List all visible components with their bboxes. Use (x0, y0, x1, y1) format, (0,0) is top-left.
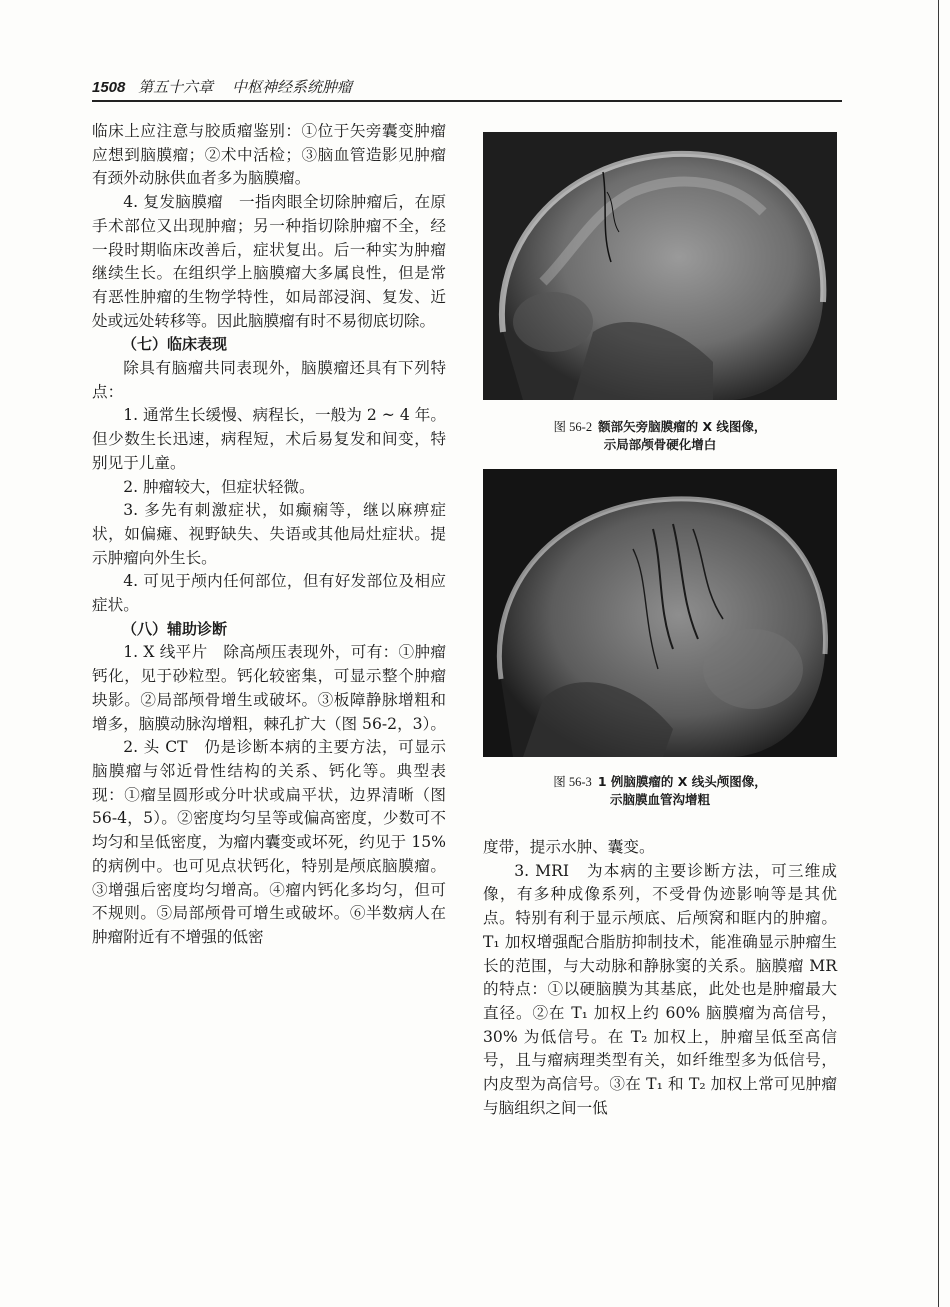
paragraph: 3. 多先有刺激症状，如癫痫等，继以麻痹症状，如偏瘫、视野缺失、失语或其他局灶症状。提示肿瘤向外生长。 (92, 501, 446, 567)
section-heading: （八）辅助诊断 (122, 619, 228, 638)
chapter-number: 第五十六章 (138, 78, 214, 96)
paragraph: 度带，提示水肿、囊变。 (483, 838, 655, 856)
caption-text: 1 例脑膜瘤的 X 线头颅图像， (597, 774, 767, 789)
paragraph: 1. 通常生长缓慢、病程长，一般为 2 ~ 4 年。但少数生长迅速，病程短，术后易复发和间变，特别见于儿童。 (92, 406, 446, 472)
left-column (92, 120, 446, 950)
paragraph: 4. 可见于颅内任何部位，但有好发部位及相应症状。 (92, 572, 446, 615)
section-heading: （七）临床表现 (122, 335, 228, 354)
paragraph: 除具有脑瘤共同表现外，脑膜瘤还具有下列特点： (92, 359, 446, 401)
caption-text: 示局部颅骨硬化增白 (603, 437, 717, 452)
figure-caption (483, 773, 837, 808)
chapter-title: 中枢神经系统肿瘤 (231, 78, 352, 96)
paragraph: 4. 复发脑膜瘤 一指肉眼全切除肿瘤后，在原手术部位又出现肿瘤；另一种指切除肿瘤不全，经一段时期临床改善后，症状复出。后一种实为肿瘤继续生长。在组织学上脑膜瘤大多属良性，但是常有恶性肿瘤的生物学特性，如局部浸润、复发、近处或远处转移等。因此脑膜瘤有时不易彻底切除。 (92, 193, 446, 330)
paragraph: 2. 肿瘤较大，但症状轻微。 (123, 477, 315, 496)
paragraph: 2. 头 CT 仍是诊断本病的主要方法，可显示脑膜瘤与邻近骨性结构的关系、钙化等。典型表现：①瘤呈圆形或分叶状或扁平状，边界清晰（图 56-4，5）。②密度均匀呈等或偏高密度，少数可不均匀和呈低密度，为瘤内囊变或坏死，约见于 15% 的病例中。也可见点状钙化，特别是颅底脑膜瘤。③增强后密度均匀增高。④瘤内钙化多均匀，但可不规则。⑤局部颅骨可增生或破坏。⑥半数病人在肿瘤附近有不增强的低密 (92, 738, 446, 946)
page-edge-line (938, 0, 939, 1307)
figure-caption (483, 418, 837, 453)
figure-id: 图 56-3 (553, 775, 592, 789)
caption-text: 额部矢旁脑膜瘤的 X 线图像， (598, 419, 767, 434)
paragraph: 1. X 线平片 除高颅压表现外，可有：①肿瘤钙化，见于砂粒型。钙化较密集，可显示整个肿瘤块影。②局部颅骨增生或破坏。③板障静脉增粗和增多，脑膜动脉沟增粗，棘孔扩大（图 56-2，3）。 (92, 643, 446, 733)
figure-56-2-xray (483, 132, 837, 400)
header-rule (92, 100, 842, 102)
figure-56-3-xray (483, 469, 837, 757)
right-column (483, 836, 837, 1120)
figure-id: 图 56-2 (553, 420, 593, 434)
running-header (92, 76, 842, 98)
paragraph: 临床上应注意与胶质瘤鉴别：①位于矢旁囊变肿瘤应想到脑膜瘤；②术中活检；③脑血管造影见肿瘤有颈外动脉供血者多为脑膜瘤。 (92, 122, 446, 188)
caption-text: 示脑膜血管沟增粗 (609, 792, 710, 807)
page-number: 1508 (92, 79, 126, 96)
paragraph: 3. MRI 为本病的主要诊断方法，可三维成像，有多种成像系列，不受骨伪迹影响等是其优点。特别有利于显示颅底、后颅窝和眶内的肿瘤。T₁ 加权增强配合脂肪抑制技术，能准确显示肿瘤生长的范围，与大动脉和静脉窦的关系。脑膜瘤 MR 的特点：①以硬脑膜为其基底，此处也是肿瘤最大直径。②在 T₁ 加权上约 60% 脑膜瘤为高信号，30% 为低信号。在 T₂ 加权上，肿瘤呈低至高信号，且与瘤病理类型有关，如纤维型多为低信号，内皮型为高信号。③在 T₁ 和 T₂ 加权上常可见肿瘤与脑组织之间一低 (483, 861, 837, 1117)
